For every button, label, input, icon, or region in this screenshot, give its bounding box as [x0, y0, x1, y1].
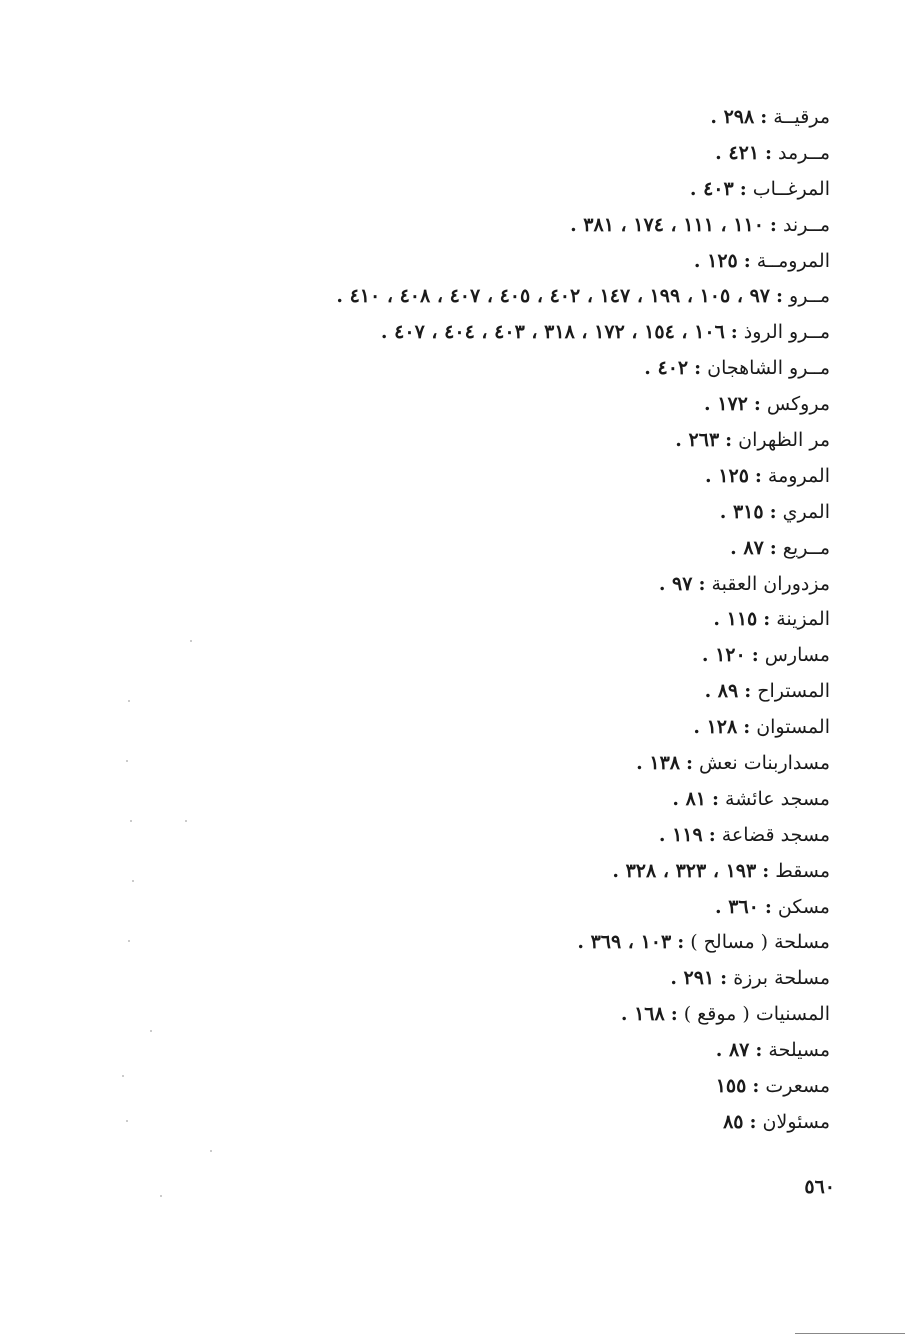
- entry-page-refs: ٨٩ .: [704, 680, 739, 703]
- index-entry: [110, 531, 830, 567]
- entry-page-refs: ١٢٨ .: [693, 716, 738, 739]
- index-entry: [110, 315, 830, 351]
- index-entry: [110, 961, 830, 997]
- entry-place-name: مسقط: [775, 859, 830, 882]
- entry-separator: :: [769, 536, 777, 559]
- entry-separator: :: [670, 1003, 678, 1026]
- entry-separator: :: [754, 464, 762, 487]
- entry-place-name: مسعرت: [765, 1075, 830, 1098]
- entry-place-name: المستوان: [756, 716, 830, 739]
- scan-speck: [160, 1195, 162, 1197]
- scan-speck: [132, 880, 134, 882]
- entry-page-refs: ١١٠ ، ١١١ ، ١٧٤ ، ٣٨١ .: [570, 213, 764, 236]
- entry-place-name: المسنيات ( موقع ): [683, 1003, 830, 1026]
- entry-separator: :: [769, 500, 777, 523]
- entry-place-name: مر الظهران: [738, 429, 830, 452]
- entry-separator: :: [764, 895, 772, 918]
- scan-speck: [210, 1150, 212, 1152]
- entry-place-name: مسئولان: [762, 1110, 830, 1133]
- scan-edge-line: [795, 1333, 905, 1334]
- entry-separator: :: [744, 680, 752, 703]
- entry-page-refs: ١٠٣ ، ٣٦٩ .: [577, 931, 672, 954]
- index-entry: [110, 1033, 830, 1069]
- entry-separator: :: [686, 752, 694, 775]
- index-entry: [110, 100, 830, 136]
- entry-page-refs: ٤٢١ .: [715, 141, 760, 164]
- index-entry: [110, 567, 830, 603]
- entry-page-refs: ٣١٥ .: [719, 500, 764, 523]
- index-entry: [110, 351, 830, 387]
- entry-place-name: مسلحة برزة: [733, 967, 830, 990]
- entry-separator: :: [739, 177, 747, 200]
- index-entry: [110, 495, 830, 531]
- index-entry: [110, 890, 830, 926]
- index-entry: [110, 459, 830, 495]
- entry-separator: :: [762, 859, 770, 882]
- entry-place-name: المري: [782, 500, 830, 523]
- scan-speck: [130, 820, 132, 822]
- entry-place-name: مرقيــة: [773, 106, 830, 128]
- index-entry: [110, 279, 830, 315]
- index-entry: [110, 746, 830, 782]
- entry-place-name: مسجد قضاعة: [721, 823, 830, 846]
- index-entry: [110, 674, 830, 710]
- entry-place-name: مــرمد: [778, 141, 830, 164]
- index-entry: [110, 710, 830, 746]
- scan-speck: [150, 1030, 152, 1032]
- entry-page-refs: ٢٩٨ .: [710, 106, 755, 128]
- entry-separator: :: [743, 249, 751, 272]
- entry-page-refs: ١٢٠ .: [701, 644, 746, 667]
- entry-separator: :: [760, 106, 768, 128]
- entry-page-refs: ٨١ .: [672, 787, 707, 810]
- index-entry: [110, 854, 830, 890]
- entry-separator: :: [725, 429, 733, 452]
- entry-page-refs: ٣٦٠ .: [715, 895, 759, 918]
- entry-page-refs: ١١٩ .: [658, 823, 703, 846]
- entry-page-refs: ١١٥ .: [713, 608, 758, 631]
- index-entry: [110, 208, 830, 244]
- entry-page-refs: ١٩٣ ، ٣٢٣ ، ٣٢٨ .: [612, 859, 757, 882]
- index-entry: [110, 244, 830, 280]
- entry-separator: :: [769, 213, 777, 236]
- entry-separator: :: [720, 967, 728, 990]
- entry-separator: :: [712, 787, 720, 810]
- entry-place-name: المرومــة: [756, 249, 830, 272]
- entry-place-name: مسلحة ( مسالح ): [690, 931, 830, 954]
- index-entry: [110, 387, 830, 423]
- scan-speck: [185, 820, 187, 822]
- entry-place-name: المرومة: [767, 464, 830, 487]
- entry-separator: :: [753, 393, 761, 416]
- index-entry: [110, 997, 830, 1033]
- entry-page-refs: ١٠٦ ، ١٥٤ ، ١٧٢ ، ٣١٨ ، ٤٠٣ ، ٤٠٤ ، ٤٠٧ .: [380, 321, 725, 344]
- scan-speck: [122, 1075, 124, 1077]
- entry-page-refs: ١٢٥ .: [705, 464, 749, 487]
- entry-page-refs: ٢٩١ .: [670, 967, 715, 990]
- entry-page-refs: ٨٥: [723, 1110, 744, 1133]
- entry-page-refs: ١٣٨ .: [636, 752, 681, 775]
- index-entry: [110, 925, 830, 961]
- entry-page-refs: ٨٧ .: [730, 536, 764, 559]
- entry-page-refs: ١٦٨ .: [620, 1003, 665, 1026]
- entry-place-name: مــرو الروذ: [743, 321, 830, 344]
- page-number: ٥٦٠: [804, 1176, 835, 1198]
- entry-place-name: مزدوران العقبة: [711, 572, 830, 595]
- index-entry: [110, 602, 830, 638]
- entry-separator: :: [743, 716, 751, 739]
- scan-speck: [128, 700, 130, 702]
- entry-place-name: مــرو: [789, 285, 830, 308]
- entry-place-name: المزينة: [776, 608, 830, 631]
- entry-place-name: مسجد عائشة: [725, 787, 830, 810]
- scan-speck: [190, 640, 192, 642]
- entry-separator: :: [677, 931, 685, 954]
- index-entry: [110, 1105, 830, 1141]
- entry-page-refs: ٤٠٣ .: [689, 177, 734, 200]
- entry-separator: :: [708, 823, 716, 846]
- index-entry: [110, 818, 830, 854]
- index-entry: [110, 423, 830, 459]
- entry-separator: :: [694, 357, 702, 380]
- entry-page-refs: ٤٠٢ .: [644, 357, 689, 380]
- entry-page-refs: ٩٧ ، ١٠٥ ، ١٩٩ ، ١٤٧ ، ٤٠٢ ، ٤٠٥ ، ٤٠٧ ، ٤٠٨ ، ٤١٠ .: [336, 285, 771, 308]
- entry-place-name: المرغــاب: [752, 177, 830, 200]
- entry-place-name: مروكس: [766, 393, 830, 416]
- index-list: [110, 100, 830, 1141]
- entry-page-refs: ١٢٥ .: [693, 249, 738, 272]
- entry-place-name: مسكن: [777, 895, 830, 918]
- entry-separator: :: [752, 1075, 760, 1098]
- entry-place-name: مسداربنات نعش: [699, 752, 830, 775]
- scan-speck: [128, 940, 130, 942]
- entry-page-refs: ١٥٥: [715, 1075, 747, 1098]
- entry-place-name: مــرند: [782, 213, 830, 236]
- entry-separator: :: [755, 1039, 763, 1062]
- entry-separator: :: [749, 1110, 757, 1133]
- index-entry: [110, 172, 830, 208]
- entry-separator: :: [698, 572, 706, 595]
- entry-separator: :: [765, 141, 773, 164]
- entry-separator: :: [776, 285, 784, 308]
- entry-place-name: مــريع: [782, 536, 830, 559]
- scan-speck: [126, 1120, 128, 1122]
- index-entry: [110, 638, 830, 674]
- index-entry: [110, 1069, 830, 1105]
- entry-separator: :: [763, 608, 771, 631]
- index-entry: [110, 136, 830, 172]
- entry-page-refs: ٩٧ .: [658, 572, 693, 595]
- entry-page-refs: ٢٦٣ .: [675, 429, 720, 452]
- entry-separator: :: [751, 644, 759, 667]
- entry-separator: :: [730, 321, 738, 344]
- scan-speck: [126, 760, 128, 762]
- entry-place-name: مــرو الشاهجان: [707, 357, 830, 380]
- entry-place-name: مسيلحة: [768, 1039, 830, 1062]
- entry-place-name: المستراح: [757, 680, 830, 703]
- index-entry: [110, 782, 830, 818]
- entry-page-refs: ٨٧ .: [715, 1039, 750, 1062]
- entry-place-name: مسارس: [764, 644, 830, 667]
- entry-page-refs: ١٧٢ .: [704, 393, 748, 416]
